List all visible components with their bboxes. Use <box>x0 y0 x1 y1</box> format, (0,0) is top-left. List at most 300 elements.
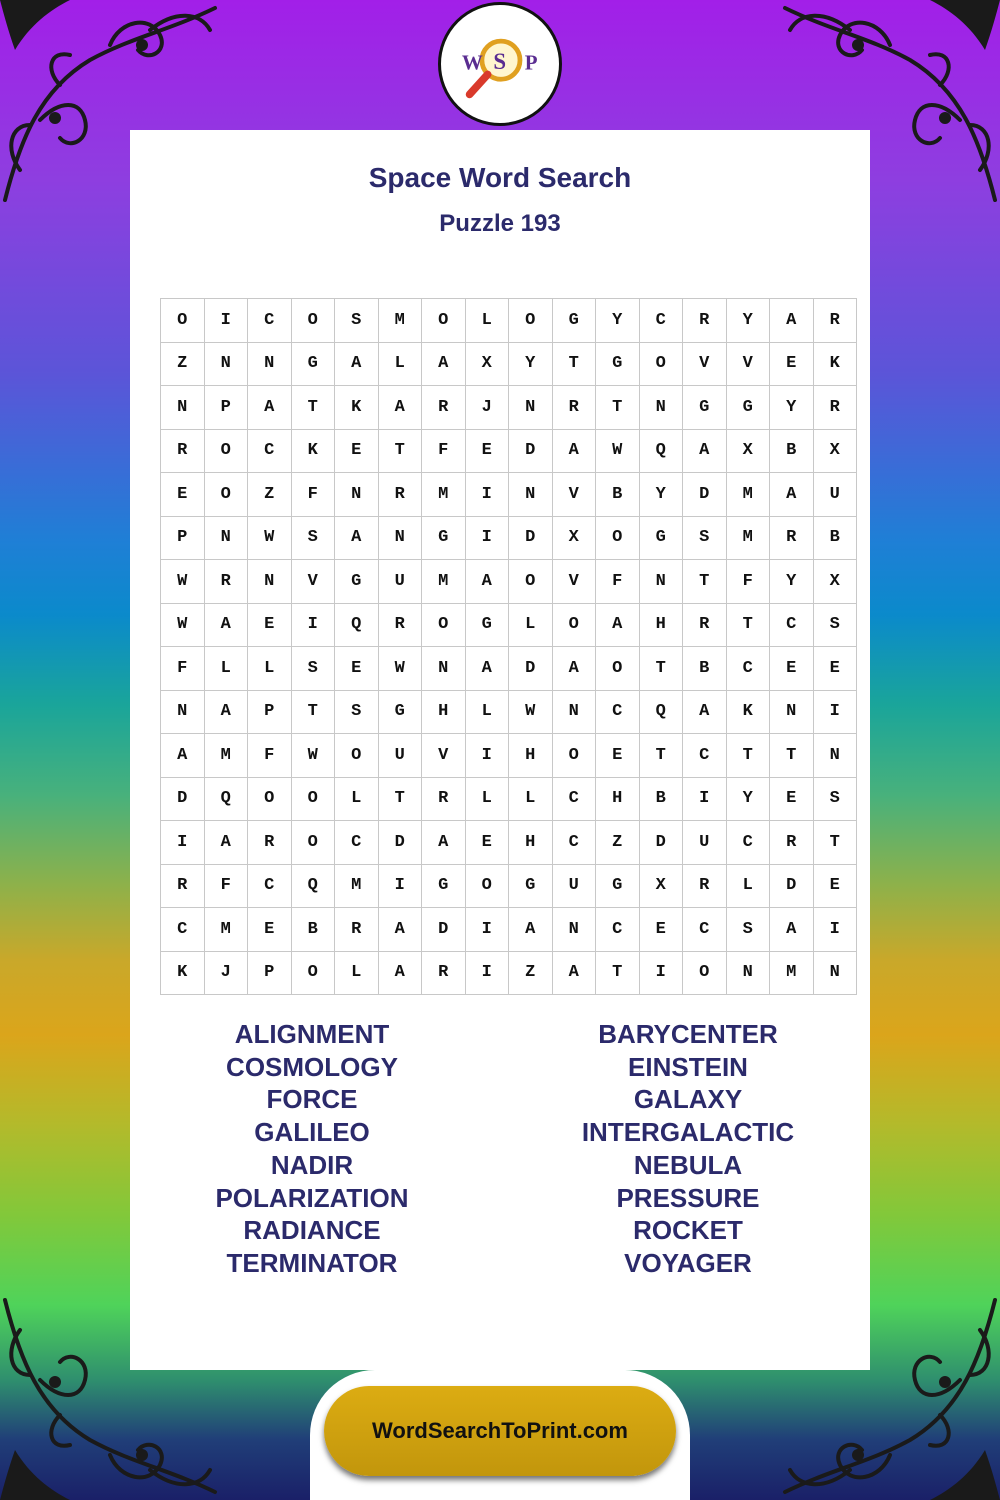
grid-cell[interactable]: R <box>683 864 727 908</box>
grid-cell[interactable]: I <box>204 299 248 343</box>
grid-cell[interactable]: X <box>813 429 857 473</box>
grid-cell[interactable]: R <box>422 951 466 995</box>
grid-cell[interactable]: O <box>204 473 248 517</box>
grid-cell[interactable]: L <box>248 647 292 691</box>
grid-cell[interactable]: R <box>378 603 422 647</box>
grid-cell[interactable]: N <box>813 734 857 778</box>
grid-cell[interactable]: H <box>639 603 683 647</box>
grid-cell[interactable]: I <box>813 690 857 734</box>
grid-cell[interactable]: C <box>335 821 379 865</box>
grid-cell[interactable]: N <box>248 342 292 386</box>
grid-cell[interactable]: O <box>596 647 640 691</box>
grid-cell[interactable]: T <box>813 821 857 865</box>
grid-cell[interactable]: H <box>596 777 640 821</box>
grid-cell[interactable]: M <box>422 473 466 517</box>
grid-cell[interactable]: A <box>204 690 248 734</box>
grid-cell[interactable]: A <box>770 908 814 952</box>
grid-cell[interactable]: D <box>422 908 466 952</box>
grid-cell[interactable]: L <box>509 777 553 821</box>
grid-cell[interactable]: N <box>770 690 814 734</box>
grid-cell[interactable]: M <box>204 908 248 952</box>
grid-cell[interactable]: A <box>422 342 466 386</box>
grid-cell[interactable]: O <box>291 821 335 865</box>
grid-row <box>161 777 857 821</box>
grid-cell[interactable]: N <box>639 560 683 604</box>
grid-cell[interactable]: N <box>204 516 248 560</box>
grid-row <box>161 908 857 952</box>
grid-cell[interactable]: O <box>552 734 596 778</box>
grid-cell[interactable]: C <box>726 647 770 691</box>
grid-cell[interactable]: S <box>291 516 335 560</box>
grid-cell[interactable]: E <box>770 777 814 821</box>
grid-cell[interactable]: J <box>204 951 248 995</box>
grid-cell[interactable]: Q <box>291 864 335 908</box>
grid-cell[interactable]: M <box>726 473 770 517</box>
grid-cell[interactable]: W <box>248 516 292 560</box>
grid-cell[interactable]: N <box>378 516 422 560</box>
grid-cell[interactable]: S <box>726 908 770 952</box>
grid-cell[interactable]: I <box>465 516 509 560</box>
word-list-right <box>503 1018 873 1280</box>
grid-cell[interactable]: N <box>204 342 248 386</box>
grid-cell[interactable]: Y <box>596 299 640 343</box>
grid-cell[interactable]: A <box>422 821 466 865</box>
grid-cell[interactable]: G <box>552 299 596 343</box>
grid-cell[interactable]: L <box>509 603 553 647</box>
grid-cell[interactable]: X <box>726 429 770 473</box>
grid-cell[interactable]: V <box>683 342 727 386</box>
grid-cell[interactable]: C <box>683 734 727 778</box>
grid-cell[interactable]: M <box>422 560 466 604</box>
grid-row <box>161 386 857 430</box>
grid-cell[interactable]: N <box>335 473 379 517</box>
grid-cell[interactable]: B <box>770 429 814 473</box>
grid-cell[interactable]: H <box>509 821 553 865</box>
grid-cell[interactable]: A <box>378 908 422 952</box>
grid-cell[interactable]: U <box>552 864 596 908</box>
word-list-item: PRESSURE <box>616 1182 760 1213</box>
grid-row <box>161 516 857 560</box>
grid-cell[interactable]: R <box>683 603 727 647</box>
grid-cell[interactable]: U <box>813 473 857 517</box>
grid-cell[interactable]: S <box>335 299 379 343</box>
grid-row <box>161 560 857 604</box>
grid-cell[interactable]: R <box>683 299 727 343</box>
grid-cell[interactable]: S <box>291 647 335 691</box>
grid-cell[interactable]: I <box>465 734 509 778</box>
grid-cell[interactable]: A <box>770 473 814 517</box>
grid-cell[interactable]: E <box>465 821 509 865</box>
grid-row <box>161 473 857 517</box>
grid-cell[interactable]: N <box>813 951 857 995</box>
grid-cell[interactable]: I <box>813 908 857 952</box>
grid-cell[interactable]: A <box>204 603 248 647</box>
grid-cell[interactable]: Y <box>726 299 770 343</box>
grid-cell[interactable]: A <box>335 516 379 560</box>
grid-cell[interactable]: B <box>291 908 335 952</box>
grid-cell[interactable]: I <box>465 951 509 995</box>
word-list-item: NEBULA <box>633 1149 743 1180</box>
grid-cell[interactable]: E <box>248 908 292 952</box>
grid-cell[interactable]: A <box>552 429 596 473</box>
grid-cell[interactable]: U <box>378 734 422 778</box>
grid-cell[interactable]: I <box>639 951 683 995</box>
grid-cell[interactable]: T <box>378 429 422 473</box>
grid-cell[interactable]: Y <box>639 473 683 517</box>
grid-cell[interactable]: C <box>596 690 640 734</box>
grid-cell[interactable]: M <box>204 734 248 778</box>
grid-cell[interactable]: P <box>248 951 292 995</box>
grid-cell[interactable]: L <box>335 777 379 821</box>
grid-cell[interactable]: P <box>161 516 205 560</box>
grid-cell[interactable]: F <box>726 560 770 604</box>
grid-cell[interactable]: F <box>422 429 466 473</box>
grid-cell[interactable]: A <box>335 342 379 386</box>
grid-cell[interactable]: I <box>161 821 205 865</box>
grid-cell[interactable]: R <box>422 777 466 821</box>
grid-cell[interactable]: A <box>552 951 596 995</box>
grid-cell[interactable]: I <box>465 473 509 517</box>
puzzle-sheet <box>130 130 870 1370</box>
word-list-item: POLARIZATION <box>215 1182 409 1213</box>
grid-cell[interactable]: G <box>465 603 509 647</box>
grid-cell[interactable]: S <box>683 516 727 560</box>
grid-cell[interactable]: D <box>161 777 205 821</box>
site-link-button[interactable]: WordSearchToPrint.com <box>324 1386 676 1476</box>
grid-cell[interactable]: D <box>639 821 683 865</box>
grid-cell[interactable]: R <box>770 821 814 865</box>
grid-cell[interactable]: G <box>683 386 727 430</box>
grid-row <box>161 429 857 473</box>
grid-cell[interactable]: K <box>335 386 379 430</box>
grid-cell[interactable]: X <box>552 516 596 560</box>
grid-cell[interactable]: E <box>639 908 683 952</box>
grid-cell[interactable]: C <box>248 864 292 908</box>
grid-cell[interactable]: G <box>596 342 640 386</box>
puzzle-number: Puzzle 193 <box>439 210 561 237</box>
grid-cell[interactable]: S <box>813 777 857 821</box>
grid-cell[interactable]: L <box>378 342 422 386</box>
grid-cell[interactable]: O <box>291 951 335 995</box>
logo-letter-s: S <box>493 48 507 74</box>
grid-cell[interactable]: O <box>291 777 335 821</box>
grid-cell[interactable]: E <box>813 647 857 691</box>
grid-cell[interactable]: C <box>596 908 640 952</box>
grid-cell[interactable]: D <box>509 647 553 691</box>
logo-letter-w: W <box>461 50 483 75</box>
grid-cell[interactable]: N <box>726 951 770 995</box>
word-list-item: RADIANCE <box>243 1215 381 1246</box>
grid-cell[interactable]: P <box>248 690 292 734</box>
grid-cell[interactable]: O <box>596 516 640 560</box>
grid-cell[interactable]: N <box>639 386 683 430</box>
grid-cell[interactable]: N <box>161 690 205 734</box>
grid-cell[interactable]: O <box>509 299 553 343</box>
grid-cell[interactable]: Z <box>596 821 640 865</box>
grid-cell[interactable]: X <box>639 864 683 908</box>
grid-cell[interactable]: U <box>683 821 727 865</box>
word-list-item: GALILEO <box>254 1117 370 1148</box>
grid-cell[interactable]: L <box>465 299 509 343</box>
word-list-item: GALAXY <box>633 1084 743 1115</box>
grid-cell[interactable]: R <box>248 821 292 865</box>
grid-cell[interactable]: W <box>161 560 205 604</box>
grid-cell[interactable]: D <box>509 516 553 560</box>
word-list-item: FORCE <box>266 1084 358 1115</box>
grid-cell[interactable]: C <box>639 299 683 343</box>
grid-cell[interactable]: A <box>596 603 640 647</box>
grid-cell[interactable]: J <box>465 386 509 430</box>
grid-cell[interactable]: W <box>596 429 640 473</box>
grid-cell[interactable]: E <box>465 429 509 473</box>
grid-cell[interactable]: W <box>509 690 553 734</box>
grid-cell[interactable]: Y <box>726 777 770 821</box>
grid-cell[interactable]: I <box>683 777 727 821</box>
logo-letter-p: P <box>524 50 538 75</box>
grid-cell[interactable]: R <box>422 386 466 430</box>
grid-cell[interactable]: L <box>465 777 509 821</box>
grid-cell[interactable]: A <box>161 734 205 778</box>
grid-cell[interactable]: D <box>683 473 727 517</box>
word-list-item: VOYAGER <box>624 1247 752 1278</box>
grid-cell[interactable]: N <box>509 473 553 517</box>
grid-cell[interactable]: W <box>161 603 205 647</box>
grid-cell[interactable]: T <box>639 734 683 778</box>
grid-cell[interactable]: C <box>726 821 770 865</box>
grid-cell[interactable]: G <box>378 690 422 734</box>
grid-cell[interactable]: B <box>596 473 640 517</box>
grid-cell[interactable]: F <box>161 647 205 691</box>
grid-cell[interactable]: M <box>726 516 770 560</box>
grid-cell[interactable]: A <box>683 690 727 734</box>
grid-row <box>161 647 857 691</box>
grid-cell[interactable]: V <box>552 473 596 517</box>
grid-cell[interactable]: I <box>291 603 335 647</box>
grid-cell[interactable]: K <box>726 690 770 734</box>
grid-cell[interactable]: I <box>378 864 422 908</box>
grid-cell[interactable]: C <box>552 777 596 821</box>
grid-cell[interactable]: D <box>770 864 814 908</box>
grid-cell[interactable]: F <box>291 473 335 517</box>
grid-cell[interactable]: C <box>248 429 292 473</box>
grid-cell[interactable]: V <box>422 734 466 778</box>
grid-cell[interactable]: T <box>596 951 640 995</box>
grid-cell[interactable]: H <box>422 690 466 734</box>
grid-cell[interactable]: V <box>552 560 596 604</box>
grid-cell[interactable]: H <box>509 734 553 778</box>
grid-cell[interactable]: C <box>770 603 814 647</box>
grid-cell[interactable]: L <box>335 951 379 995</box>
grid-cell[interactable]: L <box>726 864 770 908</box>
grid-cell[interactable]: G <box>596 864 640 908</box>
grid-cell[interactable]: C <box>683 908 727 952</box>
grid-row <box>161 734 857 778</box>
grid-cell[interactable]: R <box>813 386 857 430</box>
word-list-item: ROCKET <box>633 1215 743 1246</box>
page-title: Space Word Search <box>368 162 632 193</box>
grid-cell[interactable]: E <box>596 734 640 778</box>
grid-row <box>161 951 857 995</box>
grid-cell[interactable]: A <box>509 908 553 952</box>
word-list-item: ALIGNMENT <box>234 1019 390 1049</box>
grid-cell[interactable]: O <box>509 560 553 604</box>
grid-cell[interactable]: O <box>552 603 596 647</box>
grid-cell[interactable]: M <box>378 299 422 343</box>
grid-cell[interactable]: R <box>161 864 205 908</box>
grid-cell[interactable]: A <box>552 647 596 691</box>
grid-cell[interactable]: D <box>378 821 422 865</box>
letter-grid <box>160 298 857 995</box>
grid-row <box>161 603 857 647</box>
grid-cell[interactable]: O <box>204 429 248 473</box>
grid-cell[interactable]: Z <box>161 342 205 386</box>
grid-cell[interactable]: G <box>639 516 683 560</box>
grid-cell[interactable]: F <box>596 560 640 604</box>
grid-cell[interactable]: E <box>335 647 379 691</box>
grid-cell[interactable]: S <box>813 603 857 647</box>
grid-cell[interactable]: L <box>465 690 509 734</box>
grid-cell[interactable]: T <box>726 603 770 647</box>
grid-cell[interactable]: O <box>422 299 466 343</box>
word-list-item: COSMOLOGY <box>226 1051 398 1082</box>
grid-cell[interactable]: Z <box>509 951 553 995</box>
grid-cell[interactable]: T <box>291 690 335 734</box>
grid-cell[interactable]: A <box>683 429 727 473</box>
grid-cell[interactable]: Q <box>204 777 248 821</box>
grid-cell[interactable]: E <box>335 429 379 473</box>
grid-cell[interactable]: A <box>378 951 422 995</box>
grid-cell[interactable]: N <box>248 560 292 604</box>
grid-cell[interactable]: S <box>335 690 379 734</box>
grid-cell[interactable]: F <box>248 734 292 778</box>
grid-cell[interactable]: A <box>465 647 509 691</box>
word-list-item: BARYCENTER <box>598 1019 778 1049</box>
grid-cell[interactable]: I <box>465 908 509 952</box>
grid-cell[interactable]: O <box>291 299 335 343</box>
grid-cell[interactable]: K <box>813 342 857 386</box>
grid-cell[interactable]: G <box>422 864 466 908</box>
grid-cell[interactable]: N <box>509 386 553 430</box>
grid-cell[interactable]: C <box>248 299 292 343</box>
grid-cell[interactable]: K <box>161 951 205 995</box>
grid-cell[interactable]: Y <box>770 386 814 430</box>
grid-cell[interactable]: M <box>770 951 814 995</box>
grid-row <box>161 821 857 865</box>
site-logo[interactable] <box>438 2 562 126</box>
grid-cell[interactable]: X <box>813 560 857 604</box>
word-list-item: TERMINATOR <box>226 1247 398 1278</box>
grid-cell[interactable]: A <box>770 299 814 343</box>
grid-cell[interactable]: T <box>639 647 683 691</box>
grid-cell[interactable]: R <box>204 560 248 604</box>
grid-cell[interactable]: E <box>813 864 857 908</box>
grid-cell[interactable]: N <box>552 690 596 734</box>
grid-cell[interactable]: G <box>726 386 770 430</box>
grid-cell[interactable]: T <box>596 386 640 430</box>
grid-cell[interactable]: C <box>161 908 205 952</box>
grid-cell[interactable]: G <box>291 342 335 386</box>
grid-cell[interactable]: V <box>726 342 770 386</box>
word-list-item: INTERGALACTIC <box>581 1117 795 1148</box>
grid-cell[interactable]: R <box>552 386 596 430</box>
grid-cell[interactable]: F <box>204 864 248 908</box>
grid-cell[interactable]: E <box>161 473 205 517</box>
grid-cell[interactable]: O <box>422 603 466 647</box>
grid-cell[interactable]: G <box>509 864 553 908</box>
grid-cell[interactable]: N <box>422 647 466 691</box>
grid-cell[interactable]: R <box>813 299 857 343</box>
grid-cell[interactable]: Q <box>639 690 683 734</box>
grid-cell[interactable]: C <box>552 821 596 865</box>
grid-cell[interactable]: Z <box>248 473 292 517</box>
grid-cell[interactable]: T <box>683 560 727 604</box>
word-list-left <box>127 1018 497 1280</box>
grid-cell[interactable]: R <box>770 516 814 560</box>
grid-cell[interactable]: N <box>161 386 205 430</box>
grid-cell[interactable]: G <box>335 560 379 604</box>
grid-cell[interactable]: B <box>639 777 683 821</box>
grid-row <box>161 299 857 343</box>
grid-cell[interactable]: M <box>335 864 379 908</box>
grid-row <box>161 690 857 734</box>
grid-cell[interactable]: R <box>161 429 205 473</box>
grid-cell[interactable]: O <box>639 342 683 386</box>
grid-cell[interactable]: K <box>291 429 335 473</box>
grid-cell[interactable]: E <box>248 603 292 647</box>
grid-cell[interactable]: T <box>726 734 770 778</box>
magnifier-logo-icon <box>441 5 559 123</box>
grid-cell[interactable]: L <box>204 647 248 691</box>
grid-cell[interactable]: Q <box>639 429 683 473</box>
grid-cell[interactable]: A <box>204 821 248 865</box>
grid-row <box>161 864 857 908</box>
grid-cell[interactable]: O <box>248 777 292 821</box>
grid-cell[interactable]: E <box>770 647 814 691</box>
grid-cell[interactable]: W <box>378 647 422 691</box>
grid-cell[interactable]: Y <box>509 342 553 386</box>
grid-cell[interactable]: G <box>422 516 466 560</box>
grid-cell[interactable]: N <box>552 908 596 952</box>
grid-cell[interactable]: R <box>378 473 422 517</box>
grid-row <box>161 342 857 386</box>
grid-cell[interactable]: A <box>465 560 509 604</box>
grid-cell[interactable]: Q <box>335 603 379 647</box>
grid-cell[interactable]: B <box>683 647 727 691</box>
grid-cell[interactable]: B <box>813 516 857 560</box>
grid-cell[interactable]: D <box>509 429 553 473</box>
grid-cell[interactable]: R <box>335 908 379 952</box>
grid-cell[interactable]: O <box>465 864 509 908</box>
grid-cell[interactable]: W <box>291 734 335 778</box>
grid-cell[interactable]: U <box>378 560 422 604</box>
grid-cell[interactable]: A <box>248 386 292 430</box>
grid-cell[interactable]: X <box>465 342 509 386</box>
grid-cell[interactable]: V <box>291 560 335 604</box>
grid-cell[interactable]: T <box>770 734 814 778</box>
grid-cell[interactable]: Y <box>770 560 814 604</box>
word-list-item: NADIR <box>270 1149 354 1180</box>
word-list-item: EINSTEIN <box>628 1051 748 1082</box>
grid-cell[interactable]: T <box>378 777 422 821</box>
grid-cell[interactable]: T <box>552 342 596 386</box>
grid-cell[interactable]: O <box>683 951 727 995</box>
grid-cell[interactable]: A <box>378 386 422 430</box>
grid-cell[interactable]: P <box>204 386 248 430</box>
grid-cell[interactable]: O <box>335 734 379 778</box>
grid-cell[interactable]: E <box>770 342 814 386</box>
grid-cell[interactable]: O <box>161 299 205 343</box>
grid-cell[interactable]: T <box>291 386 335 430</box>
